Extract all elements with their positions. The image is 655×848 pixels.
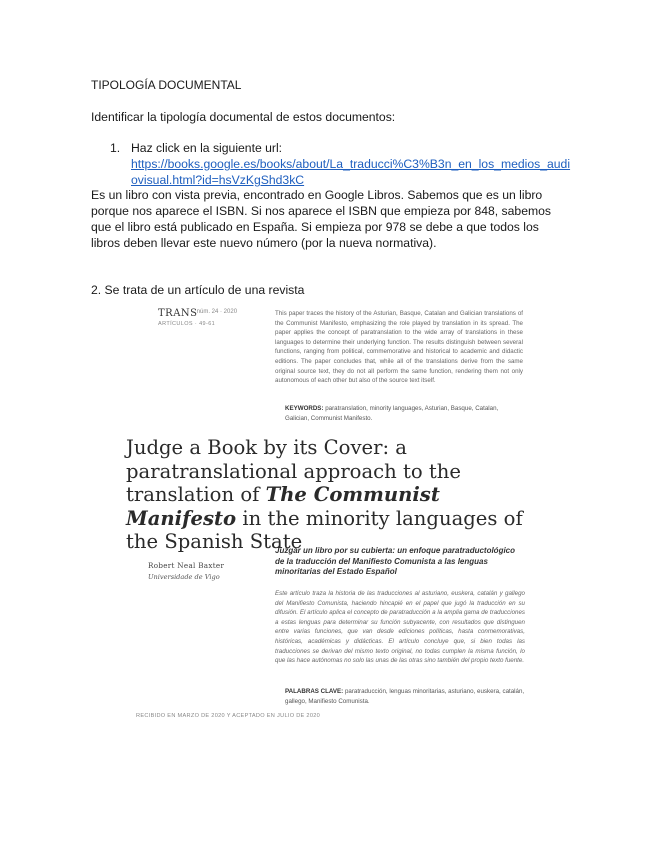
keywords-spanish-text: paratraducción, lenguas minoritarias, asturiano, euskera, catalán, gallego, Manifiesto Comunista.: [285, 688, 525, 705]
article-headline: [126, 436, 546, 554]
list-number: 1.: [110, 141, 121, 155]
keywords-english-text: paratranslation, minority languages, Asturian, Basque, Catalan, Galician, Communist Manifesto.: [285, 405, 499, 422]
document-title: TIPOLOGÍA DOCUMENTAL: [91, 78, 242, 92]
author-affiliation: Universidade de Vigo: [148, 573, 220, 581]
abstract-english: This paper traces the history of the Asturian, Basque, Catalan and Galician translations of the Communist Manifesto, emphasizing the role played by translation in its spread. The paper applies the concept of paratranslation to the wide array of translations in these languages to determine their underlying function. The results distinguish between several functions, ranging from political, commemorative and historical to academic and didactic editions. The paper concludes that, while all of the translations derive from the same original source text, they do not all perform the same function, rendering them not only autonomous of each other but also of the source text itself.: [275, 310, 523, 385]
received-note: RECIBIDO EN MARZO DE 2020 Y ACEPTADO EN JULIO DE 2020: [136, 713, 321, 719]
journal-meta: · núm. 24 · 2020: [193, 309, 238, 315]
headline-part-1: Judge a Book by its Cover: a paratranslational approach to the translation of: [126, 436, 461, 507]
list-item-text: Haz click en la siguiente url:: [131, 141, 283, 155]
journal-name: TRANS: [158, 308, 198, 319]
journal-section: ARTÍCULOS · 49-61: [158, 321, 216, 327]
section-two-heading: 2. Se trata de un artículo de una revista: [91, 283, 305, 297]
keywords-spanish-label: PALABRAS CLAVE:: [285, 688, 344, 695]
author-name: Robert Neal Baxter: [148, 561, 225, 570]
headline-part-2: in the minority languages of the Spanish State: [126, 506, 523, 554]
abstract-spanish: Este artículo traza la historia de las traducciones al asturiano, euskera, catalán y gallego del Manifiesto Comunista, haciendo hincapié en el papel que jugó la traducción en su difusión. El artículo aplica el concepto de paratraducción a la amplia gama de traducciones a estas lenguas para determinar su función subyacente, con resultados que distinguen entre varias funciones, que van desde ediciones políticas, hasta conmemorativas, históricas, académicas y didácticas. El artículo concluye que, si bien todas las traducciones se derivan del mismo texto original, no todas cumplen la misma función, lo que las hace autónomas no solo las unas de las otras sino también del propio texto fuente.: [275, 590, 525, 665]
headline-italic: The Communist Manifesto: [126, 483, 440, 530]
intro-text: Identificar la tipología documental de estos documentos:: [91, 110, 396, 124]
google-books-link[interactable]: https://books.google.es/books/about/La_traducci%C3%B3n_en_los_medios_audiovisual.html?id=hsVzKgShd3kC: [131, 157, 571, 187]
spanish-title: Juzgar un libro por su cubierta: un enfoque paratraductológico de la traducción del Manifiesto Comunista a las lenguas minoritarias del Estado Español: [275, 546, 516, 576]
keywords-spanish: [285, 687, 525, 706]
answer-paragraph: Es un libro con vista previa, encontrado en Google Libros. Sabemos que es un libro porque nos aparece el ISBN. Si nos aparece el ISBN que empieza por 848, sabemos que el libro está publicado en España. Si empieza por 978 se debe a que todos los libros deben llevar este nuevo número (por la nueva normativa).: [91, 188, 552, 250]
keywords-english: [285, 404, 523, 423]
keywords-english-label: KEYWORDS:: [285, 405, 324, 412]
